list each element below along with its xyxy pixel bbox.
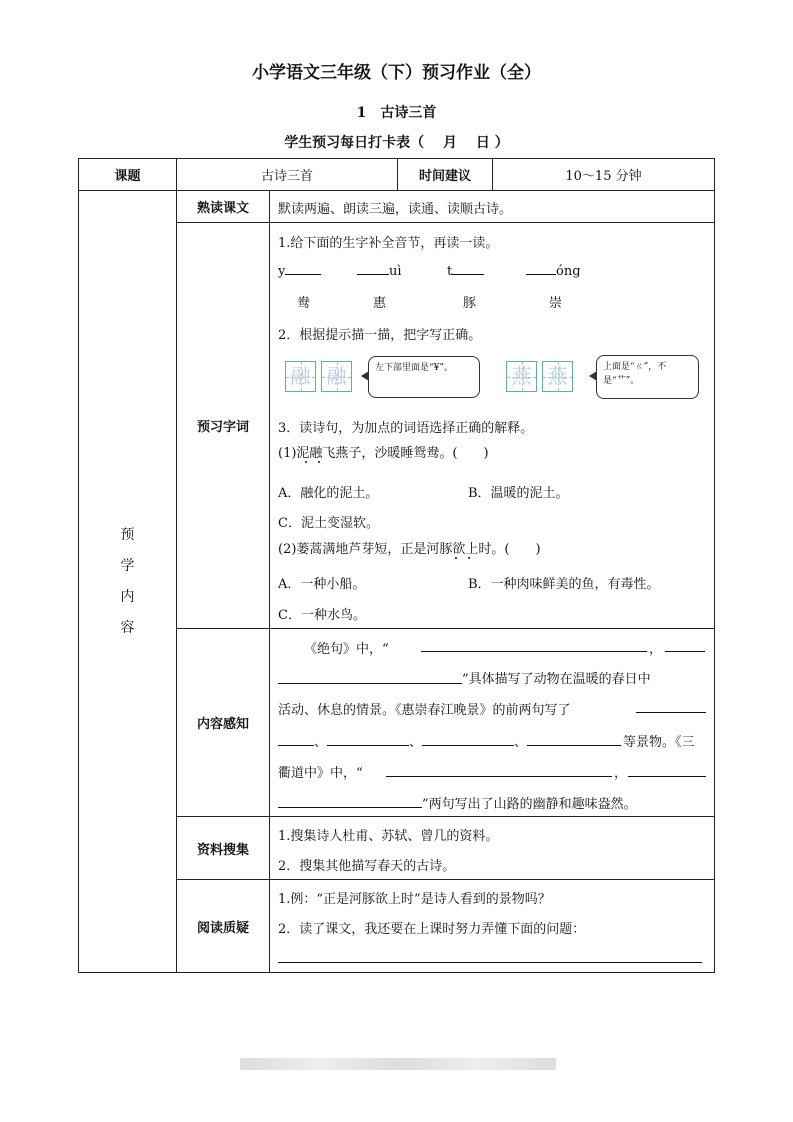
char-3: 豚 xyxy=(463,296,477,311)
content-p5a: 衢道中》中，“ xyxy=(278,766,363,781)
question-l1: 1.例：“正是河豚欲上时”是诗人看到的景物吗？ xyxy=(278,892,551,907)
hint-text: 左下部里面是“¥”。 xyxy=(375,363,453,373)
side-char: 预 xyxy=(120,527,135,543)
pinyin-2: uì xyxy=(357,262,402,279)
emphasis-dot xyxy=(468,557,470,559)
content-p6: ”两句写出了山路的幽静和趣味盎然。 xyxy=(422,797,637,812)
char-1: 鸯 xyxy=(297,296,311,311)
answer-blank[interactable] xyxy=(386,776,612,777)
trace-char: 融 xyxy=(290,364,311,388)
option-2a: A．一种小船。 xyxy=(278,577,366,592)
lesson-heading: 1 古诗三首 xyxy=(356,105,437,121)
trace-char: 燕 xyxy=(511,364,532,388)
answer-blank[interactable] xyxy=(278,962,702,963)
content-p4a: 、 xyxy=(314,735,328,750)
answer-blank[interactable] xyxy=(527,745,621,746)
content-p4c: 、 xyxy=(514,735,528,750)
pinyin-4: óng xyxy=(526,262,581,279)
page-title: 小学语文三年级（下）预习作业（全） xyxy=(252,63,541,83)
time-value: 10～15 分钟 xyxy=(565,169,642,184)
option-2c: C．一种水鸟。 xyxy=(278,608,366,623)
side-char: 容 xyxy=(120,620,135,636)
content-p1a: 《绝句》中，“ xyxy=(304,642,389,657)
sentence-2: (2)蒌蒿满地芦芽短，正是河豚欲上时。( ) xyxy=(278,542,541,557)
content-p2: ”具体描写了动物在温暖的春日中 xyxy=(462,672,651,687)
answer-blank[interactable] xyxy=(421,651,647,652)
side-char: 学 xyxy=(120,558,135,574)
option-1c: C．泥土变湿软。 xyxy=(278,516,379,531)
option-2b: B．一种肉味鲜美的鱼，有毒性。 xyxy=(468,577,660,592)
content-p1b: ， xyxy=(649,642,663,657)
emphasis-dot xyxy=(318,461,320,463)
words-q3: 3．读诗句，为加点的词语选择正确的解释。 xyxy=(278,421,534,436)
hint-bubble xyxy=(596,355,699,399)
trace-char: 燕 xyxy=(547,364,568,388)
pinyin-3: t xyxy=(447,262,484,279)
label-read: 熟读课文 xyxy=(196,201,249,216)
content-p3: 活动、休息的情景。《惠崇春江晚景》的前两句写了 xyxy=(278,703,571,718)
bubble-tail xyxy=(361,371,369,381)
content-p4b: 、 xyxy=(409,735,423,750)
char-2: 惠 xyxy=(373,296,387,311)
label-research: 资料搜集 xyxy=(196,842,249,858)
side-label xyxy=(79,520,176,644)
answer-blank[interactable] xyxy=(327,745,409,746)
content-p5b: ， xyxy=(614,766,628,781)
answer-blank[interactable] xyxy=(422,745,514,746)
emphasis-dot xyxy=(305,461,307,463)
char-4: 崇 xyxy=(549,296,563,311)
checkin-heading: 学生预习每日打卡表（ 月 日 ） xyxy=(284,135,509,151)
emphasis-dot xyxy=(455,557,457,559)
footer-watermark xyxy=(240,1058,556,1070)
research-l1: 1.搜集诗人杜甫、苏轼、曾几的资料。 xyxy=(278,829,499,844)
bubble-tail xyxy=(589,371,597,381)
hint-bubble xyxy=(368,356,480,398)
subject-value: 古诗三首 xyxy=(260,169,313,184)
words-q2: 2．根据提示描一描，把字写正确。 xyxy=(278,328,482,343)
side-char: 内 xyxy=(120,589,135,605)
answer-blank[interactable] xyxy=(278,745,314,746)
label-content: 内容感知 xyxy=(196,717,249,732)
answer-blank[interactable] xyxy=(636,712,706,713)
label-question: 阅读质疑 xyxy=(196,920,249,936)
pinyin-1: y xyxy=(278,262,321,279)
question-l2: 2．读了课文，我还要在上课时努力弄懂下面的问题： xyxy=(278,922,586,937)
research-l2: 2．搜集其他描写春天的古诗。 xyxy=(278,859,456,874)
words-q1: 1.给下面的生字补全音节，再读一读。 xyxy=(278,236,499,251)
label-subject: 课题 xyxy=(114,169,141,184)
answer-blank[interactable] xyxy=(628,776,706,777)
read-text: 默读两遍、朗读三遍，读通、读顺古诗。 xyxy=(278,202,513,217)
hint-text: 上面是“ㄍ”，不是“艹”。 xyxy=(603,362,667,386)
trace-char: 融 xyxy=(326,364,347,388)
label-words: 预习字词 xyxy=(196,420,249,435)
sentence-1: (1)泥融飞燕子，沙暖睡鸳鸯。( ) xyxy=(278,446,489,461)
option-1a: A．融化的泥土。 xyxy=(278,486,379,501)
answer-blank[interactable] xyxy=(665,651,705,652)
option-1b: B．温暖的泥土。 xyxy=(468,486,569,501)
answer-blank[interactable] xyxy=(278,807,422,808)
label-time: 时间建议 xyxy=(418,169,471,184)
content-p4d: 等景物。《三 xyxy=(623,735,695,750)
answer-blank[interactable] xyxy=(278,683,462,684)
